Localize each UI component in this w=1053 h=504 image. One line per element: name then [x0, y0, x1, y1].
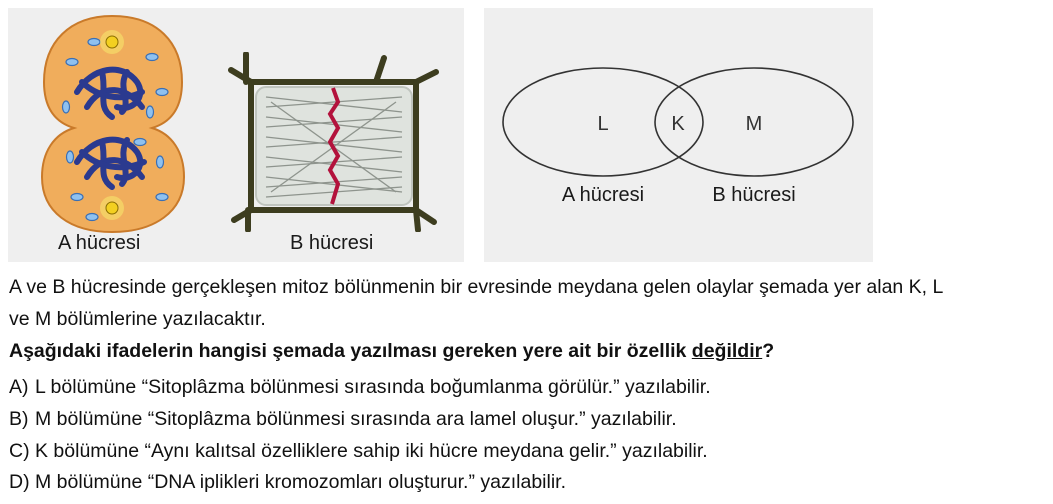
question-stem-line2: ve M bölümlerine yazılacaktır. [9, 308, 266, 330]
cell-figure-panel [8, 8, 464, 262]
option-letter: B) [9, 408, 29, 430]
option-c[interactable] [9, 439, 708, 463]
venn-label-a: A hücresi [561, 184, 645, 206]
cell-b-label: B hücresi [290, 232, 374, 254]
animal-cell-illustration [32, 12, 192, 234]
question-stem-line1: A ve B hücresinde gerçekleşen mitoz bölünmenin bir evresinde meydana gelen olaylar şemada yer alan K, L [9, 276, 944, 298]
plant-cell-illustration [226, 52, 441, 232]
option-text: K bölümüne “Aynı kalıtsal özelliklere sahip iki hücre meydana gelir.” yazılabilir. [35, 440, 708, 462]
venn-label-b: B hücresi [712, 184, 796, 206]
option-letter: D) [9, 471, 30, 493]
venn-region-m: M [745, 113, 763, 135]
cell-a-label: A hücresi [58, 232, 141, 254]
question-prompt [9, 339, 774, 363]
question-prompt-end: ? [762, 340, 775, 362]
option-b[interactable] [9, 407, 677, 431]
option-text: M bölümüne “DNA iplikleri kromozomları oluşturur.” yazılabilir. [35, 471, 567, 493]
question-prompt-emphasis: değildir [691, 340, 763, 362]
option-text: L bölümüne “Sitoplâzma bölünmesi sırasında boğumlanma görülür.” yazılabilir. [35, 376, 711, 398]
venn-region-l: L [597, 113, 609, 135]
venn-diagram-panel [484, 8, 873, 262]
option-letter: A) [9, 376, 29, 398]
venn-region-k: K [671, 113, 685, 135]
option-d[interactable] [9, 470, 566, 494]
option-letter: C) [9, 440, 30, 462]
venn-diagram [484, 8, 873, 262]
question-prompt-text: Aşağıdaki ifadelerin hangisi şemada yazılması gereken yere ait bir özellik [9, 340, 692, 362]
option-a[interactable] [9, 375, 711, 399]
option-text: M bölümüne “Sitoplâzma bölünmesi sırasında ara lamel oluşur.” yazılabilir. [35, 408, 677, 430]
